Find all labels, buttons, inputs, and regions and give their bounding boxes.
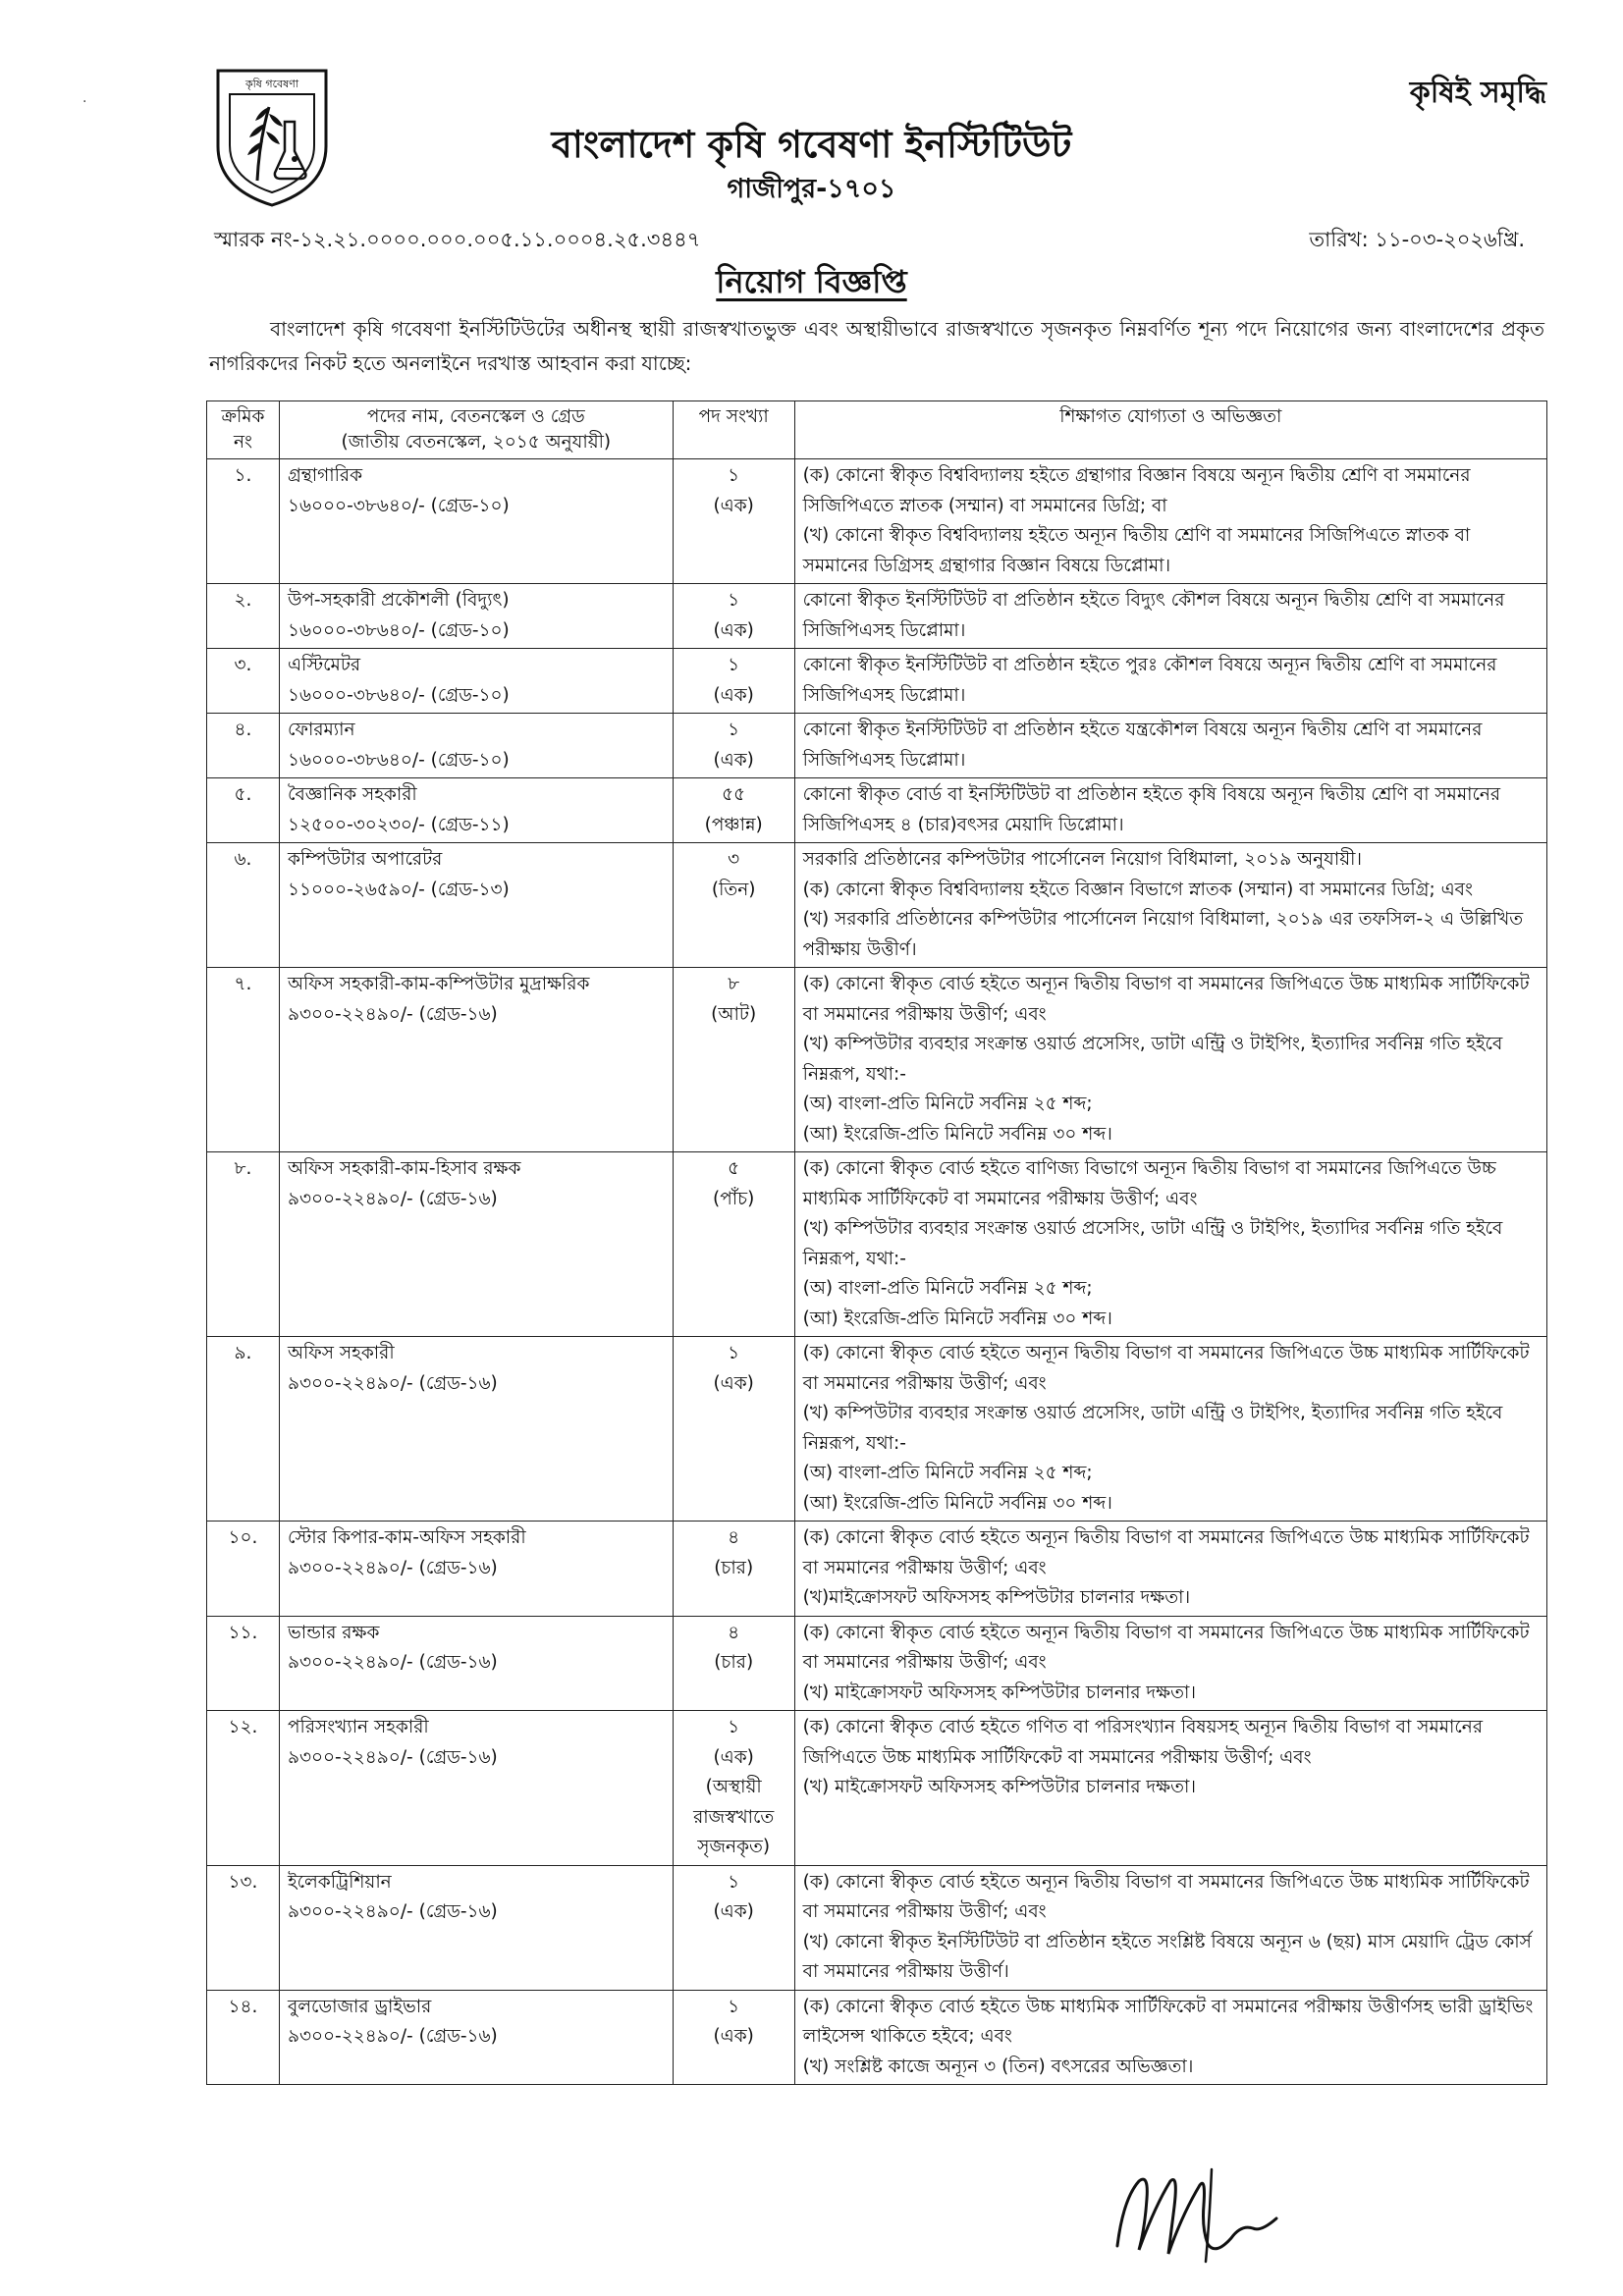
qualification-line: (ক) কোনো স্বীকৃত বোর্ড হইতে অন্যূন দ্বিতীয় বিভাগ বা সমমানের জিপিএতে উচ্চ মাধ্যমিক সার্টিফিকেট বা সমমানের পরীক্ষায় উত্তীর্ণ; এবং	[802, 1622, 1530, 1673]
qualification-line: (ক) কোনো স্বীকৃত বিশ্ববিদ্যালয় হইতে গ্রন্থাগার বিজ্ঞান বিষয়ে অন্যূন দ্বিতীয় শ্রেণি বা সমমানের সিজিপিএতে স্নাতক (সম্মান) বা সমমানের ডিগ্রি; বা	[802, 465, 1471, 516]
qualification-cell	[794, 1711, 1546, 1866]
count-cell	[673, 649, 794, 714]
notice-title: নিয়োগ বিজ্ঞপ্তি	[716, 263, 907, 300]
post-count-line: ৫৫	[722, 784, 746, 805]
qualification-cell	[794, 843, 1546, 968]
qualification-line: (খ) কম্পিউটার ব্যবহার সংক্রান্ত ওয়ার্ড প্রসেসিং, ডাটা এন্ট্রি ও টাইপিং, ইত্যাদির সর্বনিম্ন গতি হইবে নিম্নরূপ, যথা:-	[802, 1403, 1503, 1454]
table-row	[207, 778, 1547, 843]
org-address: গাজীপুর-১৭০১	[727, 174, 896, 204]
post-count-line: ১	[728, 465, 740, 486]
qualification-cell	[794, 1990, 1546, 2085]
qualification-cell	[794, 1865, 1546, 1990]
post-count-line: ১	[728, 1996, 740, 2017]
qualification-line: (খ) সরকারি প্রতিষ্ঠানের কম্পিউটার পার্সোনেল নিয়োগ বিধিমালা, ২০১৯ এর তফসিল-২ এ উল্লিখিত পরীক্ষায় উত্তীর্ণ।	[802, 909, 1524, 960]
table-row	[207, 1152, 1547, 1337]
post-count-line: (এক)	[713, 2026, 754, 2047]
count-cell	[673, 714, 794, 778]
post-name: গ্রন্থাগারিক	[287, 465, 363, 486]
count-cell	[673, 1616, 794, 1711]
qualification-line: (খ) মাইক্রোসফট অফিসসহ কম্পিউটার চালনার দক্ষতা।	[802, 1777, 1196, 1797]
qualification-line: (খ) কোনো স্বীকৃত বিশ্ববিদ্যালয় হইতে অন্যূন দ্বিতীয় শ্রেণি বা সমমানের সিজিপিএতে স্নাতক বা সমমানের ডিগ্রিসহ গ্রন্থাগার বিজ্ঞান বিষয়ে ডিপ্লোমা।	[802, 525, 1471, 576]
post-name: পরিসংখ্যান সহকারী	[287, 1717, 429, 1737]
qualification-line: (ক) কোনো স্বীকৃত বোর্ড হইতে অন্যূন দ্বিতীয় বিভাগ বা সমমানের জিপিএতে উচ্চ মাধ্যমিক সার্টিফিকেট বা সমমানের পরীক্ষায় উত্তীর্ণ; এবং	[802, 974, 1530, 1025]
post-count-line: ১	[728, 720, 740, 740]
org-name: বাংলাদেশ কৃষি গবেষণা ইনস্টিটিউট	[551, 123, 1072, 166]
post-count-line: (পঞ্চান্ন)	[704, 814, 763, 835]
table-row	[207, 459, 1547, 584]
svg-text:কৃষি গবেষণা: কৃষি গবেষণা	[244, 78, 299, 90]
table-row	[207, 1337, 1547, 1522]
table-row	[207, 1990, 1547, 2085]
table-row	[207, 714, 1547, 778]
post-cell	[279, 968, 673, 1152]
post-count-line: (এক)	[713, 1746, 754, 1768]
serial-cell: ১১.	[207, 1616, 280, 1711]
post-count-line: (পাঁচ)	[713, 1188, 755, 1209]
qualification-line: (খ) কোনো স্বীকৃত ইনস্টিটিউট বা প্রতিষ্ঠান হইতে সংশ্লিষ্ট বিষয়ে অন্যূন ৬ (ছয়) মাস মেয়াদি ট্রেড কোর্স বা সমমানের পরীক্ষায় উত্তীর্ণ।	[802, 1931, 1532, 1982]
table-row	[207, 1522, 1547, 1617]
post-cell	[279, 843, 673, 968]
post-cell	[279, 1337, 673, 1522]
post-cell	[279, 459, 673, 584]
serial-cell: ৬.	[207, 843, 280, 968]
count-cell	[673, 1990, 794, 2085]
qualification-line: (ক) কোনো স্বীকৃত বিশ্ববিদ্যালয় হইতে বিজ্ঞান বিভাগে স্নাতক (সম্মান) বা সমমানের ডিগ্রি; এবং	[802, 879, 1473, 900]
post-count-line: (অস্থায়ী	[705, 1777, 762, 1797]
vacancy-table	[206, 400, 1547, 2085]
serial-cell: ২.	[207, 584, 280, 649]
post-count-line: ৪	[728, 1527, 740, 1548]
qualification-cell	[794, 1152, 1546, 1337]
post-cell	[279, 584, 673, 649]
pay-scale: ১৬০০০-৩৮৬৪০/- (গ্রেড-১০)	[287, 684, 510, 706]
notice-title-wrap	[0, 257, 1623, 310]
post-count-line: ১	[728, 1717, 740, 1737]
post-count-line: ৪	[728, 1622, 740, 1643]
post-cell	[279, 778, 673, 843]
header-qualification: শিক্ষাগত যোগ্যতা ও অভিজ্ঞতা	[794, 401, 1546, 459]
serial-cell: ৯.	[207, 1337, 280, 1522]
post-count-line: ১	[728, 655, 740, 675]
count-cell	[673, 1337, 794, 1522]
post-cell	[279, 1711, 673, 1866]
qualification-line: কোনো স্বীকৃত ইনস্টিটিউট বা প্রতিষ্ঠান হইতে যন্ত্রকৌশল বিষয়ে অন্যূন দ্বিতীয় শ্রেণি বা সমমানের সিজিপিএসহ ডিপ্লোমা।	[802, 720, 1483, 771]
qualification-line: (ক) কোনো স্বীকৃত বোর্ড হইতে অন্যূন দ্বিতীয় বিভাগ বা সমমানের জিপিএতে উচ্চ মাধ্যমিক সার্টিফিকেট বা সমমানের পরীক্ষায় উত্তীর্ণ; এবং	[802, 1871, 1530, 1922]
post-count-line: (এক)	[713, 749, 754, 771]
post-count-line: (তিন)	[711, 879, 756, 900]
count-cell	[673, 1522, 794, 1617]
qualification-cell	[794, 714, 1546, 778]
qualification-line: সরকারি প্রতিষ্ঠানের কম্পিউটার পার্সোনেল নিয়োগ বিধিমালা, ২০১৯ অনুযায়ী।	[802, 849, 1362, 870]
post-name: অফিস সহকারী-কাম-হিসাব রক্ষক	[287, 1158, 521, 1179]
qualification-line: (ক) কোনো স্বীকৃত বোর্ড হইতে অন্যূন দ্বিতীয় বিভাগ বা সমমানের জিপিএতে উচ্চ মাধ্যমিক সার্টিফিকেট বা সমমানের পরীক্ষায় উত্তীর্ণ; এবং	[802, 1527, 1530, 1578]
serial-cell: ১২.	[207, 1711, 280, 1866]
post-name: কম্পিউটার অপারেটর	[287, 849, 443, 870]
post-count-line: (এক)	[713, 1372, 754, 1394]
post-cell	[279, 714, 673, 778]
pay-scale: ৯৩০০-২২৪৯০/- (গ্রেড-১৬)	[287, 1372, 498, 1394]
intro-paragraph: বাংলাদেশ কৃষি গবেষণা ইনস্টিটিউটের অধীনস্থ স্থায়ী রাজস্বখাতভুক্ত এবং অস্থায়ীভাবে রাজস্বখাতে সৃজনকৃত নিম্নবর্ণিত শূন্য পদে নিয়োগের জন্য বাংলাদেশের প্রকৃত নাগরিকদের নিকট হতে অনলাইনে দরখাস্ত আহবান করা যাচ্ছে:	[209, 317, 1544, 375]
count-cell	[673, 1711, 794, 1866]
qualification-cell	[794, 584, 1546, 649]
qualification-cell	[794, 968, 1546, 1152]
qualification-cell	[794, 649, 1546, 714]
qualification-line: (আ) ইংরেজি-প্রতি মিনিটে সর্বনিম্ন ৩০ শব্দ।	[802, 1492, 1112, 1514]
header-count: পদ সংখ্যা	[673, 401, 794, 459]
serial-cell: ৭.	[207, 968, 280, 1152]
post-count-line: ১	[728, 1343, 740, 1363]
table-header-row	[207, 401, 1547, 459]
post-name: ফোরম্যান	[287, 720, 355, 740]
post-name: এস্টিমেটর	[287, 655, 361, 675]
qualification-line: কোনো স্বীকৃত ইনস্টিটিউট বা প্রতিষ্ঠান হইতে পুরঃ কৌশল বিষয়ে অন্যূন দ্বিতীয় শ্রেণি বা সমমানের সিজিপিএসহ ডিপ্লোমা।	[802, 655, 1497, 706]
post-count-line: ৩	[728, 849, 740, 870]
pay-scale: ৯৩০০-২২৪৯০/- (গ্রেড-১৬)	[287, 1188, 498, 1209]
post-cell	[279, 1152, 673, 1337]
post-name: ইলেকট্রিশিয়ান	[287, 1871, 392, 1893]
qualification-line: (খ) সংশ্লিষ্ট কাজে অন্যূন ৩ (তিন) বৎসরের অভিজ্ঞতা।	[802, 2056, 1194, 2077]
post-name: উপ-সহকারী প্রকৌশলী (বিদ্যুৎ)	[287, 590, 510, 611]
post-count-line: (আট)	[711, 1003, 757, 1025]
post-name: অফিস সহকারী-কাম-কম্পিউটার মুদ্রাক্ষরিক	[287, 974, 590, 994]
scan-mark: ·	[82, 94, 87, 110]
serial-cell: ১.	[207, 459, 280, 584]
pay-scale: ১৬০০০-৩৮৬৪০/- (গ্রেড-১০)	[287, 749, 510, 771]
post-name: বৈজ্ঞানিক সহকারী	[287, 784, 417, 805]
post-count-line: ১	[728, 1871, 740, 1893]
qualification-line: (খ) মাইক্রোসফট অফিসসহ কম্পিউটার চালনার দক্ষতা।	[802, 1682, 1196, 1703]
table-row	[207, 968, 1547, 1152]
pay-scale: ১৬০০০-৩৮৬৪০/- (গ্রেড-১০)	[287, 619, 510, 641]
table-row	[207, 843, 1547, 968]
post-cell	[279, 1990, 673, 2085]
post-cell	[279, 1865, 673, 1990]
qualification-line: (অ) বাংলা-প্রতি মিনিটে সর্বনিম্ন ২৫ শব্দ;	[802, 1094, 1093, 1114]
qualification-line: (ক) কোনো স্বীকৃত বোর্ড হইতে বাণিজ্য বিভাগে অন্যূন দ্বিতীয় বিভাগ বা সমমানের জিপিএতে উচ্চ মাধ্যমিক সার্টিফিকেট বা সমমানের পরীক্ষায় উত্তীর্ণ; এবং	[802, 1158, 1496, 1209]
qualification-line: (ক) কোনো স্বীকৃত বোর্ড হইতে অন্যূন দ্বিতীয় বিভাগ বা সমমানের জিপিএতে উচ্চ মাধ্যমিক সার্টিফিকেট বা সমমানের পরীক্ষায় উত্তীর্ণ; এবং	[802, 1343, 1530, 1394]
header-post: পদের নাম, বেতনস্কেল ও গ্রেড (জাতীয় বেতনস্কেল, ২০১৫ অনুযায়ী)	[279, 401, 673, 459]
serial-cell: ১৪.	[207, 1990, 280, 2085]
post-count-line: (চার)	[714, 1652, 754, 1673]
qualification-line: (খ) কম্পিউটার ব্যবহার সংক্রান্ত ওয়ার্ড প্রসেসিং, ডাটা এন্ট্রি ও টাইপিং, ইত্যাদির সর্বনিম্ন গতি হইবে নিম্নরূপ, যথা:-	[802, 1034, 1503, 1085]
memo-number: স্মারক নং-১২.২১.০০০০.০০০.০০৫.১১.০০০৪.২৫.৩৪৪৭	[214, 228, 701, 251]
qualification-line: কোনো স্বীকৃত ইনস্টিটিউট বা প্রতিষ্ঠান হইতে বিদ্যুৎ কৌশল বিষয়ে অন্যূন দ্বিতীয় শ্রেণি বা সমমানের সিজিপিএসহ ডিপ্লোমা।	[802, 590, 1505, 641]
post-count-line: সৃজনকৃত)	[697, 1837, 771, 1857]
post-count-line: (এক)	[713, 619, 754, 641]
pay-scale: ৯৩০০-২২৪৯০/- (গ্রেড-১৬)	[287, 1901, 498, 1922]
count-cell	[673, 778, 794, 843]
post-cell	[279, 1616, 673, 1711]
post-cell	[279, 649, 673, 714]
table-row	[207, 1711, 1547, 1866]
pay-scale: ৯৩০০-২২৪৯০/- (গ্রেড-১৬)	[287, 1652, 498, 1673]
serial-cell: ৫.	[207, 778, 280, 843]
qualification-line: কোনো স্বীকৃত বোর্ড বা ইনস্টিটিউট বা প্রতিষ্ঠান হইতে কৃষি বিষয়ে অন্যূন দ্বিতীয় শ্রেণি বা সমমানের সিজিপিএসহ ৪ (চার)বৎসর মেয়াদি ডিপ্লোমা।	[802, 784, 1501, 835]
qualification-cell	[794, 1522, 1546, 1617]
notice-date: তারিখ: ১১-০৩-২০২৬খ্রি.	[1309, 228, 1525, 251]
post-count-line: ৮	[728, 974, 740, 994]
vacancy-rows	[207, 459, 1547, 2085]
serial-cell: ১৩.	[207, 1865, 280, 1990]
pay-scale: ১৬০০০-৩৮৬৪০/- (গ্রেড-১০)	[287, 495, 510, 516]
qualification-cell	[794, 1337, 1546, 1522]
count-cell	[673, 459, 794, 584]
pay-scale: ৯৩০০-২২৪৯০/- (গ্রেড-১৬)	[287, 1003, 498, 1025]
post-count-line: (চার)	[714, 1557, 754, 1578]
post-count-line: (এক)	[713, 684, 754, 706]
pay-scale: ৯৩০০-২২৪৯০/- (গ্রেড-১৬)	[287, 1557, 498, 1578]
post-name: স্টোর কিপার-কাম-অফিস সহকারী	[287, 1527, 526, 1548]
pay-scale: ১১০০০-২৬৫৯০/- (গ্রেড-১৩)	[287, 879, 510, 900]
post-count-line: ১	[728, 590, 740, 611]
qualification-line: (আ) ইংরেজি-প্রতি মিনিটে সর্বনিম্ন ৩০ শব্দ।	[802, 1308, 1112, 1329]
count-cell	[673, 584, 794, 649]
table-row	[207, 649, 1547, 714]
pay-scale: ৯৩০০-২২৪৯০/- (গ্রেড-১৬)	[287, 2026, 498, 2047]
pay-scale: ৯৩০০-২২৪৯০/- (গ্রেড-১৬)	[287, 1746, 498, 1768]
pay-scale: ১২৫০০-৩০২৩০/- (গ্রেড-১১)	[287, 814, 510, 835]
serial-cell: ৮.	[207, 1152, 280, 1337]
qualification-line: (খ) কম্পিউটার ব্যবহার সংক্রান্ত ওয়ার্ড প্রসেসিং, ডাটা এন্ট্রি ও টাইপিং, ইত্যাদির সর্বনিম্ন গতি হইবে নিম্নরূপ, যথা:-	[802, 1218, 1503, 1269]
count-cell	[673, 1865, 794, 1990]
post-cell	[279, 1522, 673, 1617]
serial-cell: ৪.	[207, 714, 280, 778]
qualification-cell	[794, 459, 1546, 584]
count-cell	[673, 1152, 794, 1337]
post-name: ভান্ডার রক্ষক	[287, 1622, 380, 1643]
qualification-line: (খ)মাইক্রোসফট অফিসসহ কম্পিউটার চালনার দক্ষতা।	[802, 1587, 1191, 1608]
count-cell	[673, 968, 794, 1152]
serial-cell: ৩.	[207, 649, 280, 714]
qualification-line: (ক) কোনো স্বীকৃত বোর্ড হইতে উচ্চ মাধ্যমিক সার্টিফিকেট বা সমমানের পরীক্ষায় উত্তীর্ণসহ ভারী ড্রাইভিং লাইসেন্স থাকিতে হইবে; এবং	[802, 1996, 1534, 2047]
serial-cell: ১০.	[207, 1522, 280, 1617]
qualification-cell	[794, 1616, 1546, 1711]
table-row	[207, 1865, 1547, 1990]
qualification-line: (অ) বাংলা-প্রতি মিনিটে সর্বনিম্ন ২৫ শব্দ;	[802, 1278, 1093, 1299]
post-name: অফিস সহকারী	[287, 1343, 395, 1363]
post-count-line: (এক)	[713, 495, 754, 516]
qualification-line: (আ) ইংরেজি-প্রতি মিনিটে সর্বনিম্ন ৩০ শব্দ।	[802, 1123, 1112, 1145]
post-count-line: রাজস্বখাতে	[693, 1806, 775, 1828]
count-cell	[673, 843, 794, 968]
signature	[1109, 2160, 1286, 2268]
post-name: বুলডোজার ড্রাইভার	[287, 1996, 432, 2017]
header-serial: ক্রমিক নং	[207, 401, 280, 459]
slogan: কৃষিই সমৃদ্ধি	[1409, 76, 1546, 110]
table-row	[207, 1616, 1547, 1711]
qualification-line: (ক) কোনো স্বীকৃত বোর্ড হইতে গণিত বা পরিসংখ্যান বিষয়সহ অন্যূন দ্বিতীয় বিভাগ বা সমমানের জিপিএতে উচ্চ মাধ্যমিক সার্টিফিকেট বা সমমানের পরীক্ষায় উত্তীর্ণ; এবং	[802, 1717, 1484, 1768]
qualification-line: (অ) বাংলা-প্রতি মিনিটে সর্বনিম্ন ২৫ শব্দ;	[802, 1463, 1093, 1483]
post-count-line: ৫	[728, 1158, 740, 1179]
table-row	[207, 584, 1547, 649]
post-count-line: (এক)	[713, 1901, 754, 1922]
qualification-cell	[794, 778, 1546, 843]
